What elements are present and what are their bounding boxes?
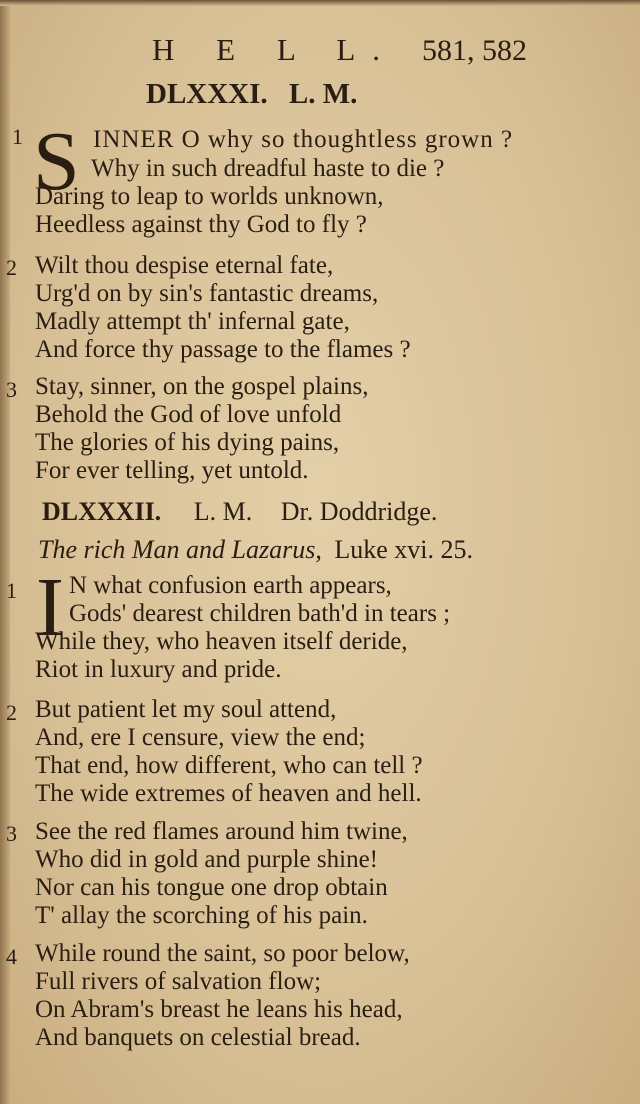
drop-cap-letter: I — [36, 561, 64, 654]
hymn-581-heading — [146, 78, 357, 111]
hymn-582-reference: Luke xvi. 25. — [334, 535, 474, 564]
stanza-number: 1 — [12, 124, 23, 149]
verse-line: Full rivers of salvation flow; — [35, 968, 322, 995]
verse-line: Nor can his tongue one drop obtain — [35, 874, 388, 901]
stanza-number: 4 — [6, 944, 17, 969]
stanza-number: 2 — [6, 255, 17, 280]
verse-line: Who did in gold and purple shine! — [35, 846, 378, 873]
verse-line: But patient let my soul attend, — [35, 696, 337, 723]
stanza-number: 2 — [6, 700, 17, 725]
stanza-number: 3 — [6, 377, 17, 402]
verse-line: Riot in luxury and pride. — [35, 656, 282, 683]
hymn-582-title: The rich Man and Lazarus, — [38, 535, 322, 564]
hymn-582-title-line — [38, 535, 473, 565]
hymn-582-meter: L. M. — [193, 497, 253, 526]
verse-line: On Abram's breast he leans his head, — [35, 996, 403, 1023]
verse-line: Stay, sinner, on the gospel plains, — [35, 373, 369, 400]
verse-line: The wide extremes of heaven and hell. — [35, 780, 422, 807]
verse-line: For ever telling, yet untold. — [35, 457, 309, 484]
verse-line: That end, how different, who can tell ? — [35, 752, 423, 779]
verse-line: Why in such dreadful haste to die ? — [91, 155, 445, 182]
verse-line: Gods' dearest children bath'd in tears ; — [69, 600, 451, 627]
page-top-edge — [0, 0, 640, 6]
verse-line: And force thy passage to the flames ? — [35, 336, 411, 363]
verse-line: Wilt thou despise eternal fate, — [35, 252, 334, 279]
verse-line: And banquets on celestial bread. — [35, 1024, 361, 1051]
hymn-581-meter: L. M. — [288, 78, 358, 110]
verse-line: Behold the God of love unfold — [35, 401, 342, 428]
page-edge-shadow — [0, 0, 10, 1104]
running-header-page-numbers: 581, 582 — [422, 34, 527, 67]
verse-line: While they, who heaven itself deride, — [35, 628, 408, 655]
verse-line: N what confusion earth appears, — [69, 572, 392, 599]
verse-line: Urg'd on by sin's fantastic dreams, — [35, 280, 379, 307]
verse-line: See the red flames around him twine, — [35, 818, 408, 845]
hymn-582-heading — [42, 497, 437, 527]
verse-line: While round the saint, so poor below, — [35, 940, 410, 967]
hymn-582-number: DLXXXII. — [42, 497, 162, 526]
stanza-number: 1 — [6, 578, 17, 603]
verse-line: And, ere I censure, view the end; — [35, 724, 366, 751]
hymn-582-author: Dr. Doddridge. — [280, 497, 438, 526]
verse-line: T' allay the scorching of his pain. — [35, 902, 368, 929]
verse-line: Madly attempt th' infernal gate, — [35, 308, 350, 335]
stanza-number: 3 — [6, 821, 17, 846]
running-header-section: H E L L. — [152, 32, 398, 67]
hymn-581-number: DLXXXI. — [146, 78, 268, 110]
verse-line: The glories of his dying pains, — [35, 429, 340, 456]
verse-line: INNER O why so thoughtless grown ? — [93, 126, 514, 153]
verse-line: Heedless against thy God to fly ? — [35, 211, 367, 238]
drop-cap-letter: S — [33, 115, 80, 208]
verse-line: Daring to leap to worlds unknown, — [35, 183, 384, 210]
